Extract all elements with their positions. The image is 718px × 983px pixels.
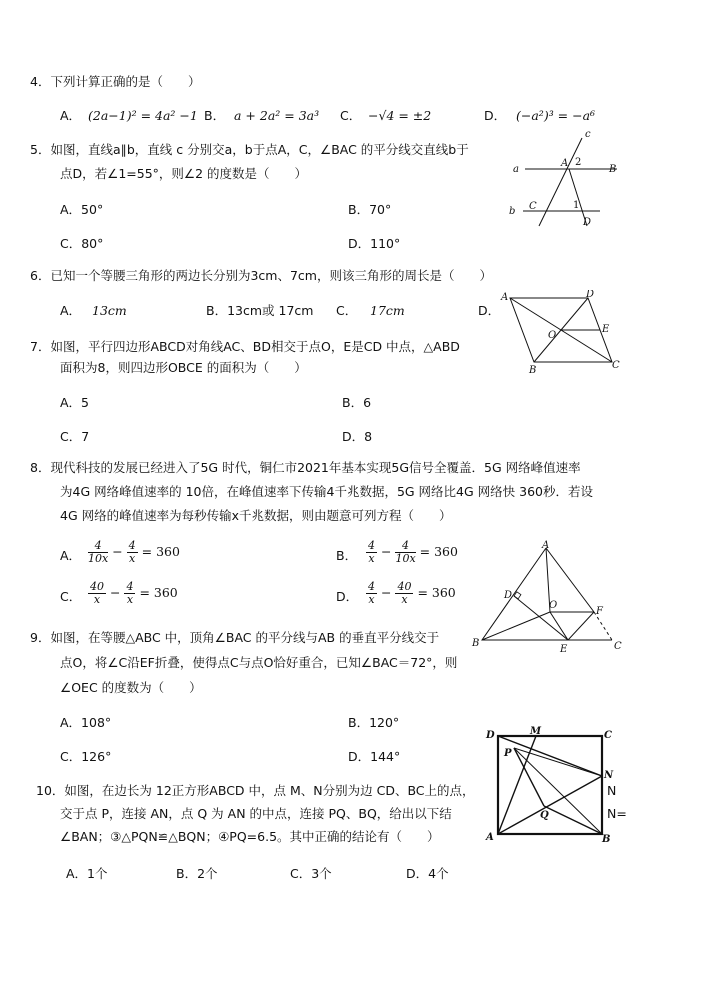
q8-a-den1: 10x: [88, 552, 109, 565]
q4-option-a-label: A．: [60, 108, 82, 123]
q8-option-b-label: B．: [336, 548, 358, 563]
q8-d-num2: 40: [397, 580, 412, 593]
q4-stem: 4．下列计算正确的是（ ）: [30, 74, 201, 89]
q4-option-c: −√4 = ±2: [368, 108, 432, 123]
q8-option-b: $\frac{4}{x}$ − $\frac{4}{10x}$ = 360: [368, 539, 458, 565]
label-point-a: A: [501, 292, 509, 303]
q6-option-a: 13cm: [92, 303, 127, 318]
q8-option-c-label: C．: [60, 589, 82, 604]
label-point-b: B: [602, 834, 611, 844]
q8-c-num1: 40: [90, 580, 104, 593]
label-point-d: D: [504, 590, 513, 601]
label-angle-1: 1: [573, 200, 580, 211]
q8-option-d: $\frac{4}{x}$ − $\frac{40}{x}$ = 360: [368, 580, 456, 606]
q10-figure: [480, 722, 616, 844]
label-point-d: D: [586, 290, 595, 300]
label-point-b: B: [529, 365, 537, 374]
q9-option-c: C．126°: [60, 749, 112, 764]
q4-option-b-label: B．: [204, 108, 226, 123]
q6-option-a-label: A．: [60, 303, 82, 318]
q4-option-d: (−a²)³ = −a⁶: [516, 108, 596, 123]
q10-stem-line3: ∠BAN；③△PQN≌△BQN；④PQ=6.5。其中正确的结论有（ ）: [60, 829, 440, 844]
q5-figure: [505, 128, 625, 230]
q9-option-d: D．144°: [348, 749, 401, 764]
label-point-o: O: [548, 330, 557, 341]
segment-oe: [550, 612, 568, 640]
q4-option-b: a + 2a² = 3a³: [234, 108, 320, 123]
label-point-a: A: [561, 158, 569, 169]
q8-a-num2: 4: [128, 539, 136, 552]
label-point-d: D: [486, 730, 495, 741]
label-c: c: [585, 129, 591, 140]
label-point-a: A: [486, 832, 494, 843]
q8-option-a-label: A．: [60, 548, 82, 563]
segment-pb: [514, 748, 602, 834]
label-point-q: Q: [540, 810, 549, 821]
q10-stem-line1: 10．如图，在边长为 12正方形ABCD 中，点 M、N分别为边 CD、BC上的点，: [36, 783, 475, 798]
segment-pq: [514, 748, 544, 806]
label-point-n: N: [604, 770, 614, 781]
label-point-d: D: [583, 217, 592, 228]
q10-option-a: A．1个: [66, 866, 108, 881]
q7-stem-line1: 7．如图，平行四边形ABCD对角线AC、BD相交于点O，E是CD 中点，△ABD: [30, 339, 460, 354]
label-point-f: F: [596, 606, 603, 617]
segment-an: [498, 776, 602, 834]
label-point-b: B: [609, 164, 617, 175]
q9-stem-line2: 点O，将∠C沿EF折叠，使得点C与点O恰好重合，已知∠BAC＝72°，则: [60, 655, 458, 670]
label-point-p: P: [504, 748, 512, 759]
q9-figure: [470, 540, 630, 658]
q8-c-den2: x: [126, 593, 134, 606]
label-point-c: C: [614, 641, 622, 652]
q10-option-c: C．3个: [290, 866, 332, 881]
q10-stem-line1-tail: N: [607, 783, 617, 798]
q9-option-a: A．108°: [60, 715, 112, 730]
q6-option-b: B．13cm或 17cm: [206, 303, 314, 318]
q5-option-c: C．80°: [60, 236, 104, 251]
q9-stem-line3: ∠OEC 的度数为（ ）: [60, 680, 202, 695]
line-c: [539, 138, 582, 226]
q5-option-d: D．110°: [348, 236, 401, 251]
label-point-c: C: [604, 730, 612, 741]
q5-stem-line2: 点D，若∠1=55°，则∠2 的度数是（ ）: [60, 166, 308, 181]
q9-option-b: B．120°: [348, 715, 400, 730]
q8-a-den2: x: [129, 552, 136, 565]
q7-option-b: B．6: [342, 395, 372, 410]
label-point-c: C: [529, 201, 537, 212]
q8-option-c: $\frac{40}{x}$ − $\frac{4}{x}$ = 360: [90, 580, 178, 606]
q8-b-num2: 4: [395, 540, 415, 553]
q8-stem-line2: 为4G 网络峰值速率的 10倍，在峰值速率下传输4千兆数据，5G 网络比4G 网络快 360秒．若设: [60, 484, 594, 499]
segment-qb: [544, 806, 602, 834]
q6-option-c-label: C．: [336, 303, 358, 318]
label-point-o: O: [549, 600, 558, 611]
q7-stem-line2: 面积为8，则四边形OBCE 的面积为（ ）: [60, 360, 307, 375]
q4-option-c-label: C．: [340, 108, 362, 123]
q10-stem-line2: 交于点 P，连接 AN，点 Q 为 AN 的中点，连接 PQ、BQ，给出以下结: [60, 806, 452, 821]
label-b: b: [509, 206, 516, 217]
q8-option-a: $\frac{4}{10x}$ − $\frac{4}{x}$ = 360: [88, 539, 180, 565]
segment-dn: [498, 736, 602, 776]
q4-option-d-label: D．: [484, 108, 507, 123]
q8-d-num1: 4: [368, 580, 375, 593]
q8-b-rhs: = 360: [419, 544, 458, 559]
q8-b-den1: x: [368, 552, 375, 565]
q5-stem-line1: 5．如图，直线a∥b，直线 c 分别交a，b于点A，C，∠BAC 的平分线交直线b于: [30, 142, 469, 157]
q8-c-rhs: = 360: [139, 585, 178, 600]
q8-stem-line3: 4G 网络的峰值速率为每秒传输x千兆数据，则由题意可列方程（ ）: [60, 508, 452, 523]
q7-option-d: D．8: [342, 429, 373, 444]
label-point-e: E: [602, 324, 610, 335]
perpendicular-bisector: [514, 596, 568, 640]
fold-line-ef: [568, 612, 594, 640]
label-point-m: M: [530, 726, 542, 737]
label-point-e: E: [560, 644, 568, 655]
q8-b-den2: 10x: [395, 552, 416, 565]
q8-b-num1: 4: [368, 539, 375, 552]
q8-c-den1: x: [93, 593, 101, 606]
segment-pn: [514, 748, 602, 776]
q8-c-num2: 4: [126, 580, 134, 593]
label-a: a: [513, 164, 519, 175]
q8-stem-line1: 8．现代科技的发展已经进入了5G 时代，铜仁市2021年基本实现5G信号全覆盖．5G 网络峰值速率: [30, 460, 581, 475]
q5-option-a: A．50°: [60, 202, 104, 217]
q10-option-b: B．2个: [176, 866, 218, 881]
q8-d-den1: x: [368, 593, 375, 606]
q4-option-a: (2a−1)² = 4a² −1: [88, 108, 198, 123]
q6-option-c: 17cm: [370, 303, 405, 318]
q8-d-den2: x: [401, 593, 408, 606]
q5-option-b: B．70°: [348, 202, 392, 217]
q7-figure: [498, 290, 624, 374]
q8-option-d-label: D．: [336, 589, 359, 604]
label-point-c: C: [612, 360, 620, 371]
q6-option-d: D．: [478, 303, 501, 318]
q8-a-num1: 4: [88, 540, 108, 553]
label-point-a: A: [542, 540, 550, 551]
q7-option-c: C．7: [60, 429, 90, 444]
q10-stem-line2-tail: N=: [607, 806, 627, 821]
q6-stem: 6．已知一个等腰三角形的两边长分别为3cm、7cm，则该三角形的周长是（ ）: [30, 268, 492, 283]
label-angle-2: 2: [575, 157, 582, 168]
q7-option-a: A．5: [60, 395, 90, 410]
q10-option-d: D．4个: [406, 866, 449, 881]
label-point-b: B: [472, 638, 480, 649]
q9-stem-line1: 9．如图，在等腰△ABC 中，顶角∠BAC 的平分线与AB 的垂直平分线交于: [30, 630, 440, 645]
q8-d-rhs: = 360: [417, 585, 456, 600]
q8-a-rhs: = 360: [141, 544, 180, 559]
